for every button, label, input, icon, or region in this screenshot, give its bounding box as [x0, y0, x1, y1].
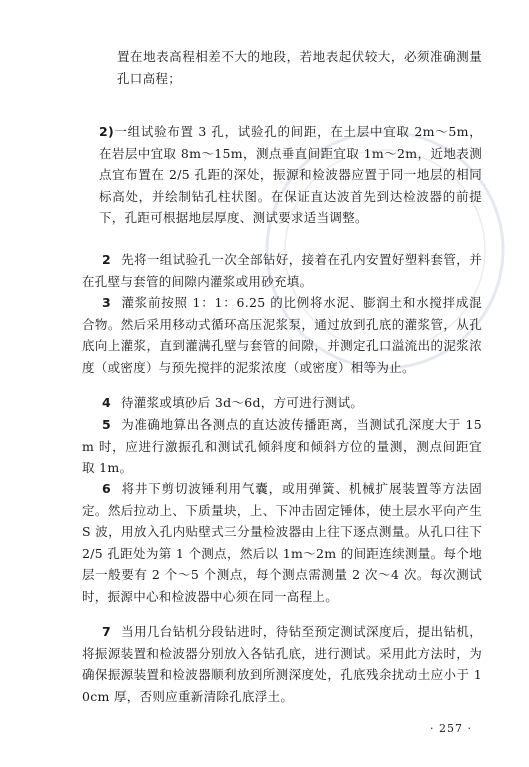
paragraph-text: 待灌浆或填砂后 3d～6d，方可进行测试。	[121, 395, 364, 410]
paragraph-6	[82, 478, 482, 607]
paragraph-number: 3	[102, 295, 111, 310]
list-item-2	[99, 121, 482, 229]
paragraph-continuation	[117, 46, 482, 89]
paragraph-text: 为准确地算出各测点的直达波传播距离，当测试孔深度大于 15m 时，应进行激振孔和测试孔倾斜度和倾斜方位的量测，测点间距宜取 1m。	[82, 417, 482, 475]
paragraph-text: 当用几台钻机分段钻进时，待钻至预定测试深度后，提出钻机，将振源装置和检波器分别放入各钻孔底，进行测试。采用此方法时，为确保振源装置和检波器顺利放到所测深度处，孔底残余扰动土应小于 10cm 厚，否则应重新清除孔底浮土。	[82, 624, 482, 704]
paragraph-number: 5	[102, 417, 111, 432]
list-item-number: 2)	[99, 124, 115, 139]
paragraph-3	[82, 292, 482, 378]
list-item-text: 一组试验布置 3 孔，试验孔的间距，在土层中宜取 2m～5m，在岩层中宜取 8m～15m，测点垂直间距宜取 1m～2m，近地表测点宜布置在 2/5 孔距的深处，振源和检波器应置于同一地层的相同标高处，并绘制钻孔柱状图。在保证直达波首先到达检波器的前提下，孔距可根据地层厚度、测试要求适当调整。	[99, 124, 482, 225]
continuation-text: 置在地表高程相差不大的地段，若地表起伏较大，必须准确测量孔口高程；	[117, 49, 482, 86]
paragraph-text: 先将一组试验孔一次全部钻好，接着在孔内安置好塑料套管，并在孔壁与套管的间隙内灌浆或用砂充填。	[82, 252, 482, 289]
paragraph-number: 7	[102, 624, 111, 639]
paragraph-number: 6	[102, 481, 111, 496]
paragraph-2	[82, 249, 482, 292]
paragraph-number: 2	[102, 252, 111, 267]
paragraph-number: 4	[102, 395, 111, 410]
paragraph-text: 灌浆前按照 1：1：6.25 的比例将水泥、膨润土和水搅拌成混合物。然后采用移动式循环高压泥浆泵，通过放到孔底的灌浆管，从孔底向上灌浆，直到灌满孔壁与套管的间隙，并测定孔口溢流出的泥浆浓度（或密度）与预先搅拌的泥浆浓度（或密度）相等为止。	[82, 295, 482, 375]
paragraph-7	[82, 621, 482, 707]
paragraph-4	[82, 392, 482, 414]
paragraph-text: 将井下剪切波锤利用气囊，或用弹簧、机械扩展装置等方法固定。然后拉动上、下质量块，上、下冲击固定锤体，使土层水平向产生 S 波，用放入孔内贴壁式三分量检波器由上往下逐点测量。从孔口往下 2/5 孔距处为第 1 个测点，然后以 1m～2m 的间距连续测量。每个地层一般要有 2 个～5 个测点，每个测点需测量 2 次～4 次。每次测试时，振源中心和检波器中心须在同一高程上。	[82, 481, 482, 604]
page-number: · 257 ·	[430, 722, 472, 735]
paragraph-5	[82, 414, 482, 479]
